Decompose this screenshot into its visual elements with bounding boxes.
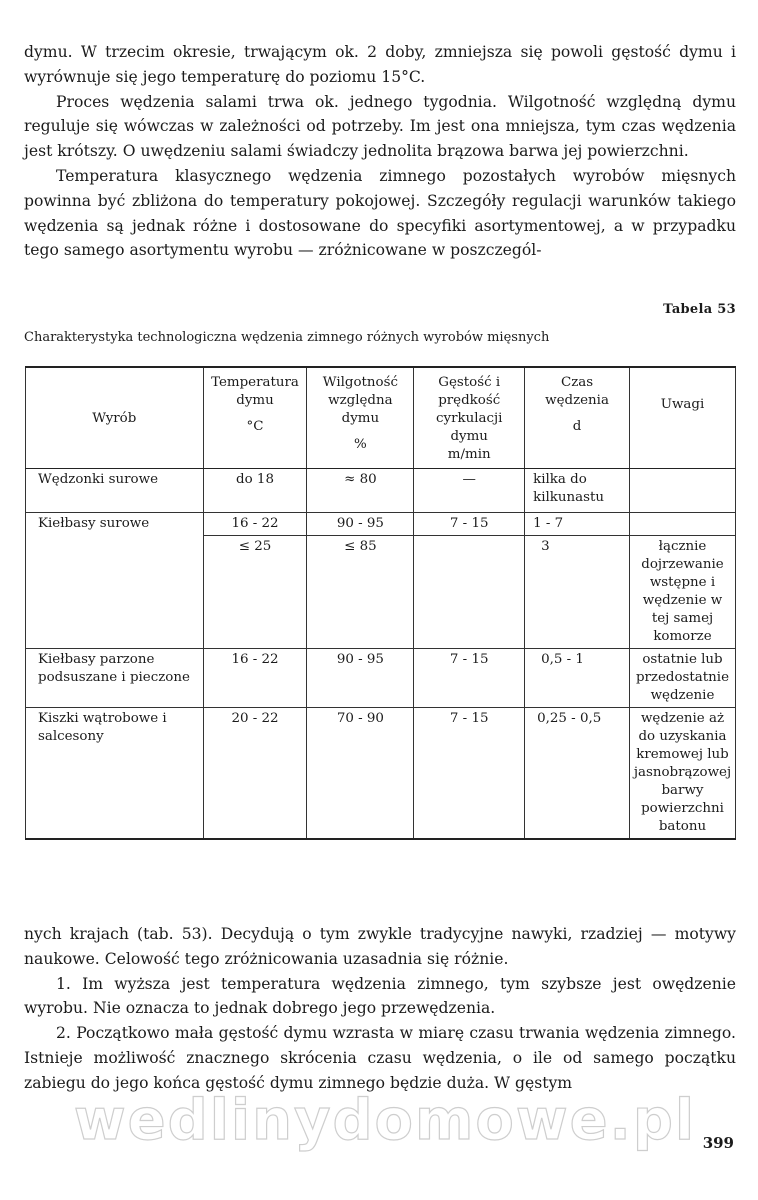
header-time: Czas wędzenia d <box>525 367 630 469</box>
watermark: wedlinydomowe.pl <box>73 1088 697 1153</box>
paragraph-1: dymu. W trzecim okresie, trwającym ok. 2 doby, zmniejsza się powoli gęstość dymu i wyrównuje się jego temperaturę do poziomu 15°C. <box>24 43 736 86</box>
table-row: Wędzonki surowe do 18 ≈ 80 — kilka do kilkunastu <box>26 469 736 513</box>
table-label: Tabela 53 <box>663 302 736 317</box>
page-number: 399 <box>702 1134 734 1152</box>
bottom-text <box>24 922 736 1096</box>
smoking-table <box>25 366 736 840</box>
header-product: Wyrób <box>26 367 204 469</box>
table-header-row <box>26 367 736 469</box>
table-row: Kiełbasy parzone podsuszane i pieczone 16 - 22 90 - 95 7 - 15 0,5 - 1 ostatnie lub przedostatnie wędzenie <box>26 649 736 708</box>
paragraph-5: 1. Im wyższa jest temperatura wędzenia zimnego, tym szybsze jest owędzenie wyrobu. Nie oznacza to jednak dobrego jego przewędzenia. <box>24 974 736 1018</box>
table-caption: Charakterystyka technologiczna wędzenia zimnego różnych wyrobów mięsnych <box>24 330 550 345</box>
header-density: Gęstość i prędkość cyrkulacji dymu m/min <box>414 367 525 469</box>
table-row: ≤ 25 ≤ 85 3 łącznie dojrzewanie wstępne i wędzenie w tej samej komorze <box>26 536 736 649</box>
paragraph-3: Temperatura klasycznego wędzenia zimnego pozostałych wyrobów mięsnych powinna być zbliżona do temperatury pokojowej. Szczegóły regulacji warunków takiego wędzenia są jednak różne i dostosowane do specyfiki asortymentowej, a w przypadku tego samego asortymentu wyrobu — zróżnicowane w poszczegól- <box>24 166 736 260</box>
header-temperature: Temperatura dymu °C <box>203 367 307 469</box>
top-text <box>24 40 736 263</box>
paragraph-4: nych krajach (tab. 53). Decydują o tym zwykle tradycyjne nawyki, rzadziej — motywy naukowe. Celowość tego zróżnicowania uzasadnia się różnie. <box>24 925 736 968</box>
table-row: Kiszki wątrobowe i salcesony 20 - 22 70 - 90 7 - 15 0,25 - 0,5 wędzenie aż do uzyskania kremowej lub jasnobrązowej barwy powierzchni batonu <box>26 708 736 840</box>
header-density-unit: m/min <box>447 447 491 462</box>
header-time-unit: d <box>572 419 582 434</box>
header-humidity: Wilgotność względna dymu % <box>307 367 414 469</box>
paragraph-6: 2. Początkowo mała gęstość dymu wzrasta w miarę czasu trwania wędzenia zimnego. Istnieje możliwość znacznego skrócenia czasu wędzenia, o ile od samego początku zabiegu do jego końca gęstość dymu zimnego będzie duża. W gęstym <box>24 1024 736 1092</box>
header-temperature-unit: °C <box>246 419 264 434</box>
header-humidity-unit: % <box>354 437 367 452</box>
paragraph-2: Proces wędzenia salami trwa ok. jednego tygodnia. Wilgotność względną dymu reguluje się wówczas w zależności od potrzeby. Im jest ona mniejsza, tym czas wędzenia jest krótszy. O uwędzeniu salami świadczy jednolita brązowa barwa jej powierzchni. <box>24 92 736 161</box>
table-row: Kiełbasy surowe 16 - 22 90 - 95 7 - 15 1 - 7 <box>26 513 736 536</box>
header-notes: Uwagi <box>629 367 735 469</box>
